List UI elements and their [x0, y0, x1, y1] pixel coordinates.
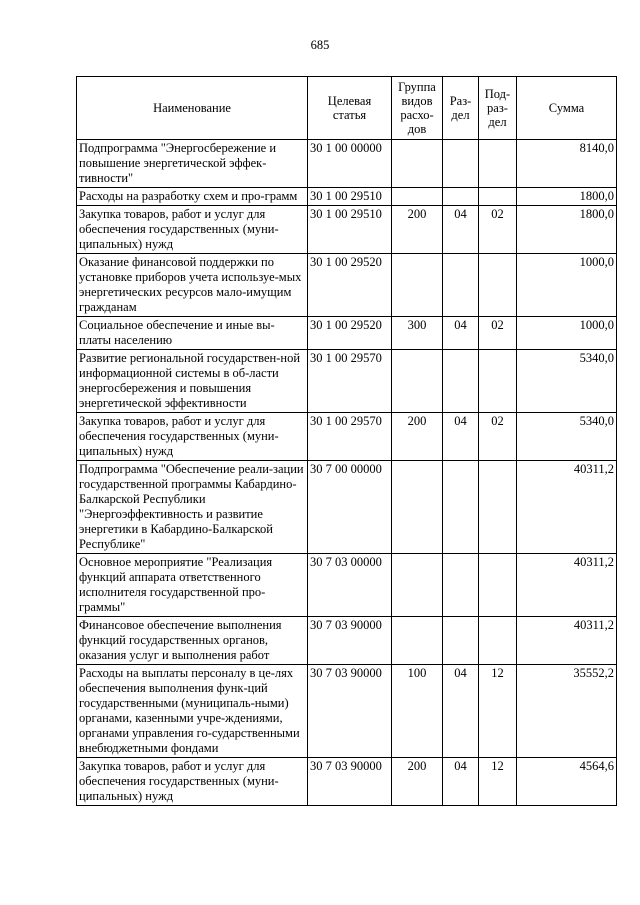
cell-name: Закупка товаров, работ и услуг для обеспечения государственных (муни-ципальных) нужд — [77, 206, 308, 254]
table-row — [77, 206, 617, 254]
cell-group — [392, 188, 443, 206]
cell-sum: 40311,2 — [517, 554, 617, 617]
table-row — [77, 758, 617, 806]
cell-target: 30 1 00 00000 — [308, 140, 392, 188]
cell-target: 30 7 00 00000 — [308, 461, 392, 554]
cell-target: 30 1 00 29510 — [308, 188, 392, 206]
cell-section: 04 — [443, 317, 479, 350]
cell-subsection — [479, 461, 517, 554]
cell-group: 200 — [392, 206, 443, 254]
table-row — [77, 554, 617, 617]
cell-subsection — [479, 350, 517, 413]
cell-group: 300 — [392, 317, 443, 350]
header-sum: Сумма — [517, 77, 617, 140]
cell-sum: 1800,0 — [517, 188, 617, 206]
cell-sum: 1800,0 — [517, 206, 617, 254]
cell-section — [443, 254, 479, 317]
cell-group — [392, 140, 443, 188]
cell-subsection — [479, 188, 517, 206]
cell-target: 30 7 03 90000 — [308, 758, 392, 806]
table-row — [77, 254, 617, 317]
cell-group — [392, 617, 443, 665]
cell-group — [392, 461, 443, 554]
cell-sum: 5340,0 — [517, 413, 617, 461]
cell-sum: 1000,0 — [517, 317, 617, 350]
cell-target: 30 1 00 29520 — [308, 254, 392, 317]
cell-sum: 40311,2 — [517, 461, 617, 554]
cell-subsection: 12 — [479, 665, 517, 758]
cell-target: 30 1 00 29520 — [308, 317, 392, 350]
cell-group: 200 — [392, 413, 443, 461]
table-header-row — [77, 77, 617, 140]
table-row — [77, 413, 617, 461]
cell-subsection: 02 — [479, 206, 517, 254]
cell-name: Финансовое обеспечение выполнения функций государственных органов, оказания услуг и выполнения работ — [77, 617, 308, 665]
header-group: Группа видов расхо-дов — [392, 77, 443, 140]
cell-target: 30 1 00 29570 — [308, 413, 392, 461]
cell-section: 04 — [443, 758, 479, 806]
cell-name: Подпрограмма "Энергосбережение и повышение энергетической эффек-тивности" — [77, 140, 308, 188]
header-name: Наименование — [77, 77, 308, 140]
table-row — [77, 461, 617, 554]
cell-target: 30 7 03 90000 — [308, 665, 392, 758]
cell-section — [443, 554, 479, 617]
cell-name: Закупка товаров, работ и услуг для обеспечения государственных (муни-ципальных) нужд — [77, 413, 308, 461]
cell-target: 30 7 03 90000 — [308, 617, 392, 665]
cell-subsection — [479, 254, 517, 317]
cell-group: 200 — [392, 758, 443, 806]
table-row — [77, 140, 617, 188]
header-subsection: Под-раз-дел — [479, 77, 517, 140]
cell-name: Развитие региональной государствен-ной информационной системы в об-ласти энергосбережения и повышения энергетической эффективности — [77, 350, 308, 413]
cell-group — [392, 350, 443, 413]
table-row — [77, 317, 617, 350]
table-row — [77, 665, 617, 758]
cell-target: 30 1 00 29510 — [308, 206, 392, 254]
cell-sum: 1000,0 — [517, 254, 617, 317]
header-target: Целевая статья — [308, 77, 392, 140]
cell-name: Основное мероприятие "Реализация функций аппарата ответственного исполнителя государственной про-граммы" — [77, 554, 308, 617]
cell-subsection: 02 — [479, 317, 517, 350]
page-number: 685 — [310, 38, 330, 52]
cell-section: 04 — [443, 413, 479, 461]
cell-section: 04 — [443, 665, 479, 758]
cell-section — [443, 188, 479, 206]
cell-group — [392, 254, 443, 317]
cell-subsection — [479, 554, 517, 617]
cell-target: 30 1 00 29570 — [308, 350, 392, 413]
header-section: Раз-дел — [443, 77, 479, 140]
cell-name: Закупка товаров, работ и услуг для обеспечения государственных (муни-ципальных) нужд — [77, 758, 308, 806]
cell-subsection — [479, 140, 517, 188]
table-row — [77, 350, 617, 413]
cell-name: Оказание финансовой поддержки по установке приборов учета используе-мых энергетических ресурсов мало-имущим гражданам — [77, 254, 308, 317]
cell-section — [443, 140, 479, 188]
cell-sum: 8140,0 — [517, 140, 617, 188]
cell-section — [443, 617, 479, 665]
table-row — [77, 188, 617, 206]
cell-name: Расходы на выплаты персоналу в це-лях обеспечения выполнения функ-ций государственными (муниципаль-ными) органами, казенными учре-ждениями, органами управления го-сударственными внебюджетными фондами — [77, 665, 308, 758]
table-row — [77, 617, 617, 665]
budget-table — [76, 76, 617, 806]
cell-target: 30 7 03 00000 — [308, 554, 392, 617]
cell-sum: 5340,0 — [517, 350, 617, 413]
cell-name: Подпрограмма "Обеспечение реали-зации государственной программы Кабардино-Балкарской Республики "Энергоэффективность и развитие энергетики в Кабардино-Балкарской Республике" — [77, 461, 308, 554]
cell-name: Расходы на разработку схем и про-грамм — [77, 188, 308, 206]
cell-subsection: 12 — [479, 758, 517, 806]
cell-section: 04 — [443, 206, 479, 254]
cell-name: Социальное обеспечение и иные вы-платы населению — [77, 317, 308, 350]
cell-sum: 40311,2 — [517, 617, 617, 665]
cell-group: 100 — [392, 665, 443, 758]
cell-group — [392, 554, 443, 617]
cell-subsection — [479, 617, 517, 665]
cell-sum: 4564,6 — [517, 758, 617, 806]
cell-subsection: 02 — [479, 413, 517, 461]
cell-sum: 35552,2 — [517, 665, 617, 758]
cell-section — [443, 350, 479, 413]
cell-section — [443, 461, 479, 554]
